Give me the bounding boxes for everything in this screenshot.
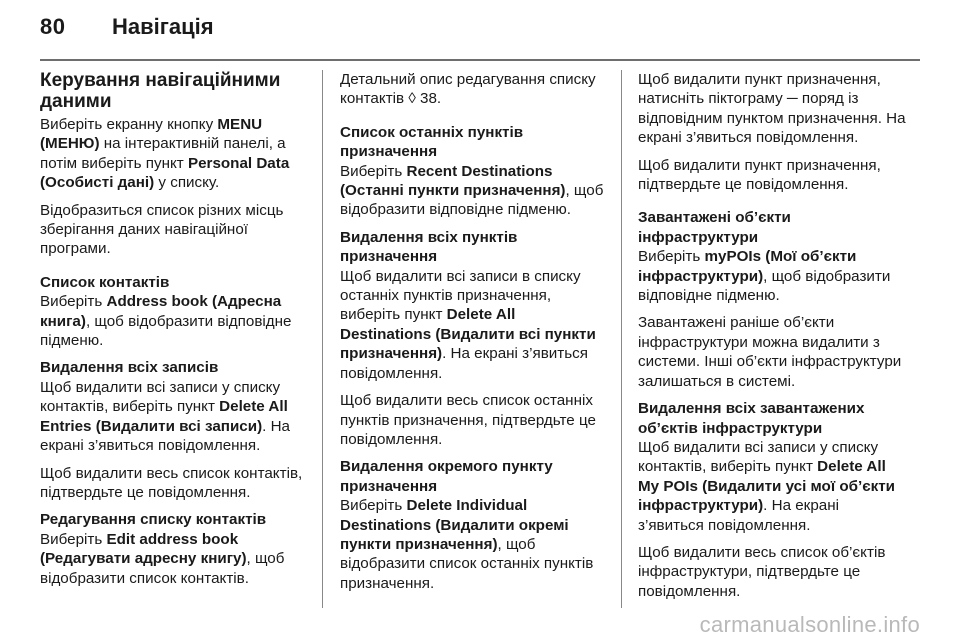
- intro-paragraph: Виберіть екранну кнопку MENU (МЕНЮ) на інтерактивній панелі, а потім виберіть пункт Personal Data (Особисті дані) у списку.: [40, 116, 290, 192]
- column-divider-2: [621, 70, 622, 608]
- delete-all-entries-heading: Видалення всіх записів: [40, 359, 219, 377]
- contacts-heading: Список контактів: [40, 273, 170, 291]
- column-divider-1: [322, 70, 323, 608]
- pois-info: Завантажені раніше об’єкти інфраструктури можна видалити з системи. Інші об’єкти інфраструктури залишаться в системі.: [638, 314, 902, 390]
- delete-individual-heading: Видалення окремого пункту призначення: [340, 458, 553, 495]
- page-number: 80: [40, 14, 66, 39]
- pois-paragraph: Виберіть myPOIs (Мої об’єкти інфраструктури), щоб відобразити відповідне підменю.: [638, 248, 891, 305]
- column-3: [638, 70, 908, 609]
- delete-all-destinations-heading: Видалення всіх пунктів призначення: [340, 228, 518, 266]
- detail-reference: Детальний опис редагування списку контактів ◊ 38.: [340, 71, 596, 108]
- edit-contacts-heading: Редагування списку контактів: [40, 511, 267, 529]
- column-2: [340, 70, 605, 601]
- delete-all-destinations-confirm: Щоб видалити весь список останніх пунктів призначення, підтвердьте це повідомлення.: [340, 392, 596, 448]
- recent-destinations-paragraph: Виберіть Recent Destinations (Останні пункти призначення), щоб відобразити відповідне підменю.: [340, 162, 604, 219]
- edit-contacts-paragraph: Виберіть Edit address book (Редагувати адресну книгу), щоб відобразити список контактів.: [40, 530, 285, 587]
- delete-all-pois-confirm: Щоб видалити весь список об’єктів інфраструктури, підтвердьте це повідомлення.: [638, 543, 886, 600]
- delete-destination-confirm: Щоб видалити пункт призначення, підтвердьте це повідомлення.: [638, 156, 881, 194]
- column-1: [40, 70, 310, 596]
- header-rule: [40, 59, 920, 61]
- delete-all-entries-paragraph: Щоб видалити всі записи у списку контактів, виберіть пункт Delete All Entries (Видалити всі записи). На екрані з’явиться повідомлення.: [40, 378, 290, 455]
- main-heading: Керування навігаційними даними: [40, 70, 281, 112]
- recent-destinations-heading: Список останніх пунктів призначення: [340, 123, 524, 161]
- pois-heading: Завантажені об’єкти інфраструктури: [638, 209, 791, 246]
- watermark: carmanualsonline.info: [699, 612, 920, 637]
- delete-individual-paragraph: Виберіть Delete Individual Destinations (Видалити окремі пункти призначення), щоб відобразити список останніх пунктів призначення.: [340, 497, 594, 592]
- intro-paragraph-2: Відобразиться список різних місць зберігання даних навігаційної програми.: [40, 201, 284, 258]
- contacts-paragraph: Виберіть Address book (Адресна книга), щоб відобразити відповідне підменю.: [40, 293, 292, 350]
- delete-destination-paragraph: Щоб видалити пункт призначення, натисніть піктограму ─ поряд із відповідним пунктом призначення. На екрані з’явиться повідомлення.: [638, 71, 906, 147]
- delete-all-entries-confirm: Щоб видалити весь список контактів, підтвердьте це повідомлення.: [40, 464, 303, 501]
- page-header: [40, 14, 920, 54]
- delete-all-pois-paragraph: Щоб видалити всі записи у списку контактів, виберіть пункт Delete All My POIs (Видалити усі мої об’єкти інфраструктури). На екрані з’явиться повідомлення.: [638, 438, 895, 534]
- delete-all-destinations-paragraph: Щоб видалити всі записи в списку останніх пунктів призначення, виберіть пункт Delete All Destinations (Видалити всі пункти призначення). На екрані з’явиться повідомлення.: [340, 267, 596, 382]
- section-title: Навігація: [112, 14, 214, 39]
- delete-all-pois-heading: Видалення всіх завантажених об’єктів інфраструктури: [638, 400, 865, 437]
